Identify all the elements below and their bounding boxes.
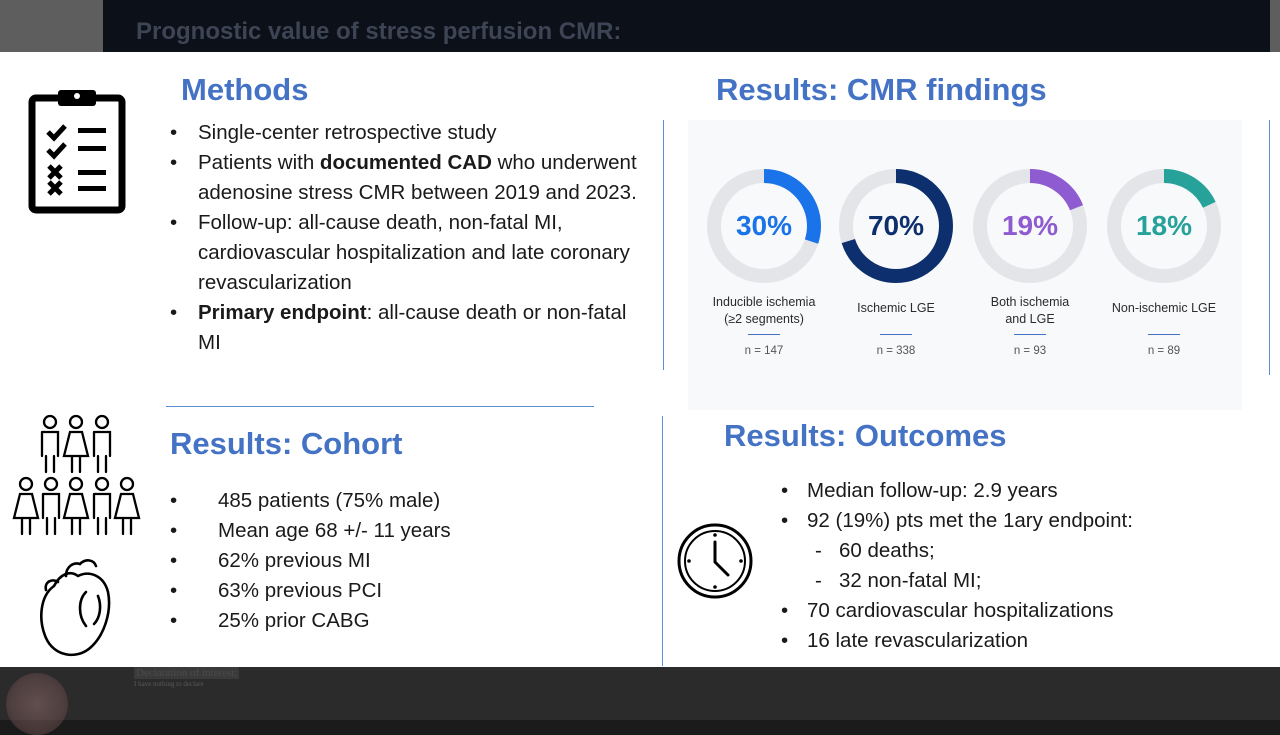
outcomes-item: • 92 (19%) pts met the 1ary endpoint: bbox=[779, 506, 1199, 536]
donut-count: n = 93 bbox=[1013, 345, 1047, 357]
cohort-heading: Results: Cohort bbox=[170, 426, 403, 461]
divider-vertical-bottom bbox=[662, 416, 663, 666]
methods-item: • Primary endpoint: all-cause death or non-fatal MI bbox=[168, 298, 638, 358]
donut-label: Both ischemia and LGE bbox=[990, 295, 1070, 326]
outcomes-item: • 70 cardiovascular hospitalizations bbox=[779, 596, 1199, 626]
donut-percent: 30% bbox=[735, 210, 793, 241]
footer-bar bbox=[0, 667, 1280, 720]
cohort-item: • 63% previous PCI bbox=[168, 576, 588, 606]
cmr-findings-heading: Results: CMR findings bbox=[716, 72, 1047, 107]
clock-icon bbox=[676, 522, 754, 600]
outcomes-subitem: - 60 deaths; bbox=[779, 536, 1199, 566]
outcomes-item: • Median follow-up: 2.9 years bbox=[779, 476, 1199, 506]
donut-separator bbox=[1148, 334, 1180, 335]
cohort-item: • Mean age 68 +/- 11 years bbox=[168, 516, 588, 546]
donut-separator bbox=[1014, 334, 1046, 335]
cohort-item: • 62% previous MI bbox=[168, 546, 588, 576]
donut-count: n = 338 bbox=[876, 345, 916, 357]
divider-methods-bottom bbox=[166, 406, 594, 407]
donut-separator bbox=[880, 334, 912, 335]
outcomes-list bbox=[779, 476, 1199, 656]
outcomes-item: • 16 late revascularization bbox=[779, 626, 1199, 656]
methods-item: • Patients with documented CAD who underwent adenosine stress CMR between 2019 and 2023. bbox=[168, 148, 638, 208]
title-bar-left-panel bbox=[0, 0, 103, 52]
methods-item: • Single-center retrospective study bbox=[168, 118, 638, 148]
donut-label: Inducible ischemia (≥2 segments) bbox=[712, 295, 816, 326]
clipboard-checklist-icon bbox=[28, 88, 126, 214]
donut-count: n = 147 bbox=[744, 345, 784, 357]
donut-count: n = 89 bbox=[1147, 345, 1181, 357]
people-group-icon bbox=[14, 414, 144, 538]
seal-logo bbox=[6, 673, 68, 735]
declaration-title: Declaration of interest: bbox=[136, 667, 238, 679]
donut-label: Non-ischemic LGE bbox=[1111, 301, 1217, 315]
outcomes-subitem: - 32 non-fatal MI; bbox=[779, 566, 1199, 596]
title-bar bbox=[0, 0, 1280, 52]
donut-ring bbox=[836, 166, 956, 286]
donut-percent: 70% bbox=[867, 210, 925, 241]
methods-item: • Follow-up: all-cause death, non-fatal MI, cardiovascular hospitalization and late coronary revascularization bbox=[168, 208, 638, 298]
title-bar-right-panel bbox=[1270, 0, 1280, 52]
methods-list bbox=[168, 118, 638, 358]
cohort-list bbox=[168, 486, 588, 636]
divider-right-edge bbox=[1269, 120, 1270, 375]
declaration-text: I have nothing to declare bbox=[134, 680, 204, 688]
donut-percent: 19% bbox=[1001, 210, 1059, 241]
cohort-item: • 25% prior CABG bbox=[168, 606, 588, 636]
heart-icon bbox=[36, 556, 120, 660]
donut-separator bbox=[748, 334, 780, 335]
outcomes-heading: Results: Outcomes bbox=[724, 418, 1007, 453]
slide-title: Prognostic value of stress perfusion CMR: bbox=[136, 18, 622, 45]
donut-percent: 18% bbox=[1135, 210, 1193, 241]
donut-ring bbox=[704, 166, 824, 286]
donut-ring bbox=[1104, 166, 1224, 286]
methods-heading: Methods bbox=[181, 72, 309, 107]
donut-ring bbox=[970, 166, 1090, 286]
cohort-item: • 485 patients (75% male) bbox=[168, 486, 588, 516]
divider-vertical-top bbox=[663, 120, 664, 370]
donut-label: Ischemic LGE bbox=[857, 301, 935, 315]
